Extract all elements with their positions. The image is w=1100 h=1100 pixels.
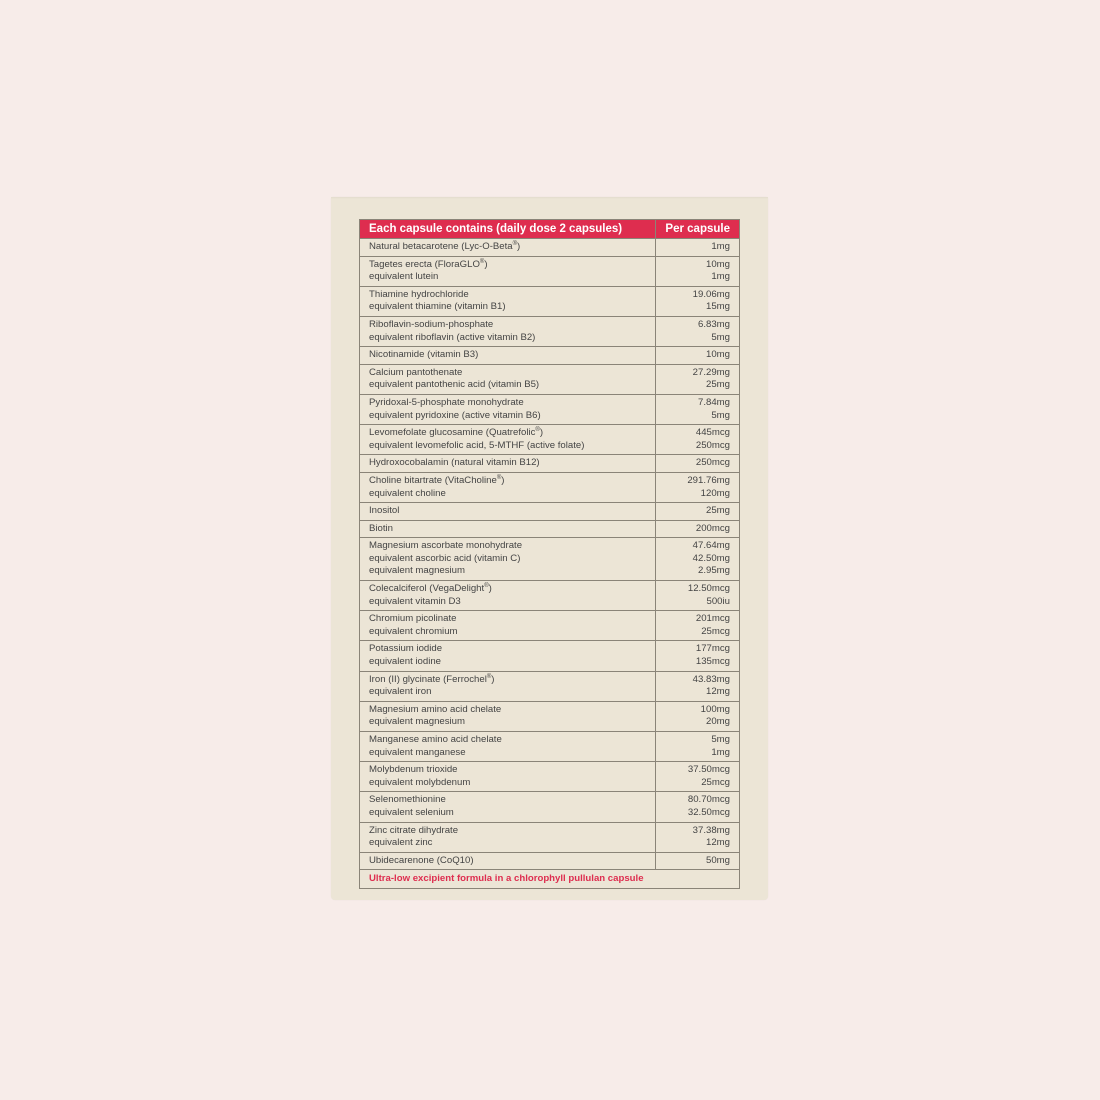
ingredient-name: Molybdenum trioxide bbox=[369, 764, 458, 776]
ingredient-cell bbox=[360, 822, 656, 852]
ingredient-amount: 5mg bbox=[711, 734, 730, 745]
amount-cell bbox=[656, 286, 739, 316]
ingredient-cell bbox=[360, 611, 656, 641]
ingredient-amount: 27.29mg bbox=[692, 366, 730, 378]
ingredients-table bbox=[360, 220, 739, 869]
table-row bbox=[360, 701, 739, 731]
amount-cell bbox=[656, 641, 739, 671]
ingredient-amount: 177mcg bbox=[695, 643, 730, 655]
ingredient-name: Riboflavin-sodium-phosphate bbox=[369, 318, 494, 330]
amount-column-header: Per capsule bbox=[656, 220, 739, 239]
ingredient-amount: 120mg bbox=[700, 487, 730, 499]
table-row bbox=[360, 822, 739, 852]
amount-cell bbox=[656, 671, 739, 701]
ingredient-cell bbox=[360, 520, 656, 538]
ingredient-name: equivalent lutein bbox=[369, 271, 439, 283]
ingredient-name: equivalent riboflavin (active vitamin B2) bbox=[369, 331, 536, 343]
amount-cell bbox=[656, 455, 739, 473]
amount-cell bbox=[656, 538, 739, 581]
ingredient-amount: 25mg bbox=[706, 505, 730, 517]
ingredient-amount: 25mcg bbox=[701, 776, 730, 788]
ingredient-name: Colecalciferol (VegaDelight®) bbox=[369, 582, 492, 595]
amount-cell bbox=[656, 822, 739, 852]
table-row bbox=[360, 347, 739, 365]
box-top-flap bbox=[331, 197, 768, 199]
ingredient-amount: 50mg bbox=[706, 854, 730, 866]
ingredient-amount: 200mcg bbox=[695, 522, 730, 534]
ingredient-amount: 5mg bbox=[711, 331, 730, 343]
table-row bbox=[360, 239, 739, 257]
table-row bbox=[360, 538, 739, 581]
ingredient-name: Pyridoxal-5-phosphate monohydrate bbox=[369, 396, 524, 408]
ingredient-amount: 32.50mcg bbox=[687, 806, 730, 818]
ingredient-name: equivalent molybdenum bbox=[369, 776, 471, 788]
ingredient-name: equivalent iodine bbox=[369, 656, 442, 668]
ingredient-cell bbox=[360, 852, 656, 869]
ingredient-name: Tagetes erecta (FloraGLO®) bbox=[369, 258, 488, 270]
amount-cell bbox=[656, 256, 739, 286]
ingredient-amount: 250mcg bbox=[695, 439, 730, 451]
ingredient-amount: 12mg bbox=[706, 686, 730, 698]
table-row bbox=[360, 641, 739, 671]
ingredient-cell bbox=[360, 316, 656, 346]
ingredient-name: equivalent vitamin D3 bbox=[369, 595, 461, 607]
ingredient-amount: 37.50mcg bbox=[687, 764, 730, 776]
product-box bbox=[331, 197, 768, 900]
ingredient-amount: 5mg bbox=[711, 409, 730, 421]
table-row bbox=[360, 256, 739, 286]
ingredient-cell bbox=[360, 239, 656, 257]
ingredient-cell bbox=[360, 792, 656, 822]
ingredient-column-header: Each capsule contains (daily dose 2 capsules) bbox=[360, 220, 656, 239]
ingredient-amount: 250mcg bbox=[695, 457, 730, 469]
ingredient-cell bbox=[360, 364, 656, 394]
ingredient-amount: 1mg bbox=[711, 241, 730, 252]
table-row bbox=[360, 792, 739, 822]
ingredient-amount: 47.64mg bbox=[692, 540, 730, 552]
ingredient-amount: 80.70mcg bbox=[687, 794, 730, 806]
table-row bbox=[360, 671, 739, 701]
ingredient-name: Selenomethionine bbox=[369, 794, 446, 806]
ingredient-name: Magnesium amino acid chelate bbox=[369, 703, 502, 715]
ingredient-name: Thiamine hydrochloride bbox=[369, 288, 469, 300]
ingredient-amount: 37.38mg bbox=[692, 824, 730, 836]
ingredient-name: Nicotinamide (vitamin B3) bbox=[369, 349, 479, 361]
ingredient-amount: 20mg bbox=[706, 716, 730, 728]
table-row bbox=[360, 316, 739, 346]
ingredient-cell bbox=[360, 256, 656, 286]
ingredient-amount: 43.83mg bbox=[692, 673, 730, 685]
ingredient-cell bbox=[360, 581, 656, 611]
ingredient-amount: 1mg bbox=[711, 271, 730, 283]
ingredient-amount: 6.83mg bbox=[698, 318, 730, 330]
amount-cell bbox=[656, 425, 739, 455]
ingredient-name: Iron (II) glycinate (Ferrochel®) bbox=[369, 673, 495, 685]
ingredient-cell bbox=[360, 455, 656, 473]
ingredient-name: Levomefolate glucosamine (Quatrefolic®) bbox=[369, 426, 544, 439]
formula-note: Ultra-low excipient formula in a chlorophyll pullulan capsule bbox=[360, 869, 739, 888]
amount-cell bbox=[656, 581, 739, 611]
ingredient-name: equivalent manganese bbox=[369, 746, 466, 758]
ingredient-name: equivalent pantothenic acid (vitamin B5) bbox=[369, 379, 540, 391]
ingredient-amount: 25mcg bbox=[701, 625, 730, 637]
amount-cell bbox=[656, 852, 739, 869]
ingredient-name: Zinc citrate dihydrate bbox=[369, 824, 459, 836]
ingredient-name: equivalent pyridoxine (active vitamin B6) bbox=[369, 409, 541, 421]
ingredient-name: equivalent choline bbox=[369, 487, 446, 499]
amount-cell bbox=[656, 316, 739, 346]
amount-cell bbox=[656, 762, 739, 792]
ingredient-name: equivalent thiamine (vitamin B1) bbox=[369, 301, 506, 313]
table-row bbox=[360, 611, 739, 641]
ingredient-amount: 2.95mg bbox=[698, 565, 730, 577]
table-row bbox=[360, 732, 739, 762]
ingredient-amount: 1mg bbox=[711, 746, 730, 758]
ingredient-amount: 135mcg bbox=[695, 656, 730, 668]
table-row bbox=[360, 455, 739, 473]
ingredient-amount: 291.76mg bbox=[687, 474, 730, 486]
ingredient-amount: 445mcg bbox=[695, 427, 730, 439]
table-row bbox=[360, 520, 739, 538]
ingredient-cell bbox=[360, 762, 656, 792]
amount-cell bbox=[656, 520, 739, 538]
ingredient-name: Ubidecarenone (CoQ10) bbox=[369, 854, 474, 866]
ingredient-amount: 25mg bbox=[706, 379, 730, 391]
ingredient-name: equivalent zinc bbox=[369, 837, 433, 849]
ingredient-name: Biotin bbox=[369, 522, 393, 534]
table-row bbox=[360, 364, 739, 394]
ingredient-name: Hydroxocobalamin (natural vitamin B12) bbox=[369, 457, 540, 469]
ingredient-name: Manganese amino acid chelate bbox=[369, 734, 502, 745]
ingredient-amount: 12.50mcg bbox=[687, 583, 730, 595]
ingredient-cell bbox=[360, 671, 656, 701]
ingredient-cell bbox=[360, 347, 656, 365]
table-header-row bbox=[360, 220, 739, 239]
ingredient-name: Chromium picolinate bbox=[369, 613, 457, 625]
ingredient-name: equivalent chromium bbox=[369, 625, 458, 637]
ingredient-cell bbox=[360, 538, 656, 581]
table-row bbox=[360, 581, 739, 611]
amount-cell bbox=[656, 394, 739, 424]
ingredient-cell bbox=[360, 701, 656, 731]
ingredient-amount: 10mg bbox=[706, 349, 730, 361]
ingredient-name: equivalent iron bbox=[369, 686, 432, 698]
amount-cell bbox=[656, 472, 739, 502]
table-row bbox=[360, 762, 739, 792]
amount-cell bbox=[656, 347, 739, 365]
ingredient-amount: 15mg bbox=[706, 301, 730, 313]
ingredient-name: Choline bitartrate (VitaCholine®) bbox=[369, 474, 505, 486]
amount-cell bbox=[656, 732, 739, 762]
ingredient-amount: 201mcg bbox=[695, 613, 730, 625]
amount-cell bbox=[656, 792, 739, 822]
ingredient-name: Potassium iodide bbox=[369, 643, 443, 655]
ingredient-cell bbox=[360, 503, 656, 521]
table-row bbox=[360, 425, 739, 455]
ingredient-amount: 500iu bbox=[706, 595, 730, 607]
ingredient-name: equivalent ascorbic acid (vitamin C) bbox=[369, 552, 521, 564]
ingredient-cell bbox=[360, 286, 656, 316]
ingredient-amount: 42.50mg bbox=[692, 552, 730, 564]
ingredient-cell bbox=[360, 732, 656, 762]
table-row bbox=[360, 472, 739, 502]
table-row bbox=[360, 394, 739, 424]
ingredient-name: equivalent magnesium bbox=[369, 565, 465, 577]
ingredient-amount: 10mg bbox=[706, 258, 730, 270]
table-row bbox=[360, 852, 739, 869]
amount-cell bbox=[656, 364, 739, 394]
ingredient-amount: 100mg bbox=[700, 703, 730, 715]
amount-cell bbox=[656, 701, 739, 731]
ingredient-amount: 7.84mg bbox=[698, 396, 730, 408]
ingredient-name: equivalent levomefolic acid, 5-MTHF (active folate) bbox=[369, 439, 585, 451]
ingredient-name: Calcium pantothenate bbox=[369, 366, 463, 378]
ingredients-table-body bbox=[360, 239, 739, 870]
ingredient-name: Inositol bbox=[369, 505, 400, 517]
table-row bbox=[360, 503, 739, 521]
ingredient-name: equivalent magnesium bbox=[369, 716, 465, 728]
ingredient-name: Magnesium ascorbate monohydrate bbox=[369, 540, 523, 552]
ingredient-cell bbox=[360, 641, 656, 671]
ingredient-name: Natural betacarotene (Lyc-O-Beta®) bbox=[369, 240, 521, 252]
ingredient-cell bbox=[360, 394, 656, 424]
nutrition-panel bbox=[359, 219, 740, 889]
amount-cell bbox=[656, 239, 739, 257]
ingredient-amount: 19.06mg bbox=[692, 288, 730, 300]
amount-cell bbox=[656, 611, 739, 641]
ingredient-amount: 12mg bbox=[706, 837, 730, 849]
ingredient-name: equivalent selenium bbox=[369, 806, 454, 818]
ingredient-cell bbox=[360, 472, 656, 502]
table-row bbox=[360, 286, 739, 316]
ingredient-cell bbox=[360, 425, 656, 455]
amount-cell bbox=[656, 503, 739, 521]
